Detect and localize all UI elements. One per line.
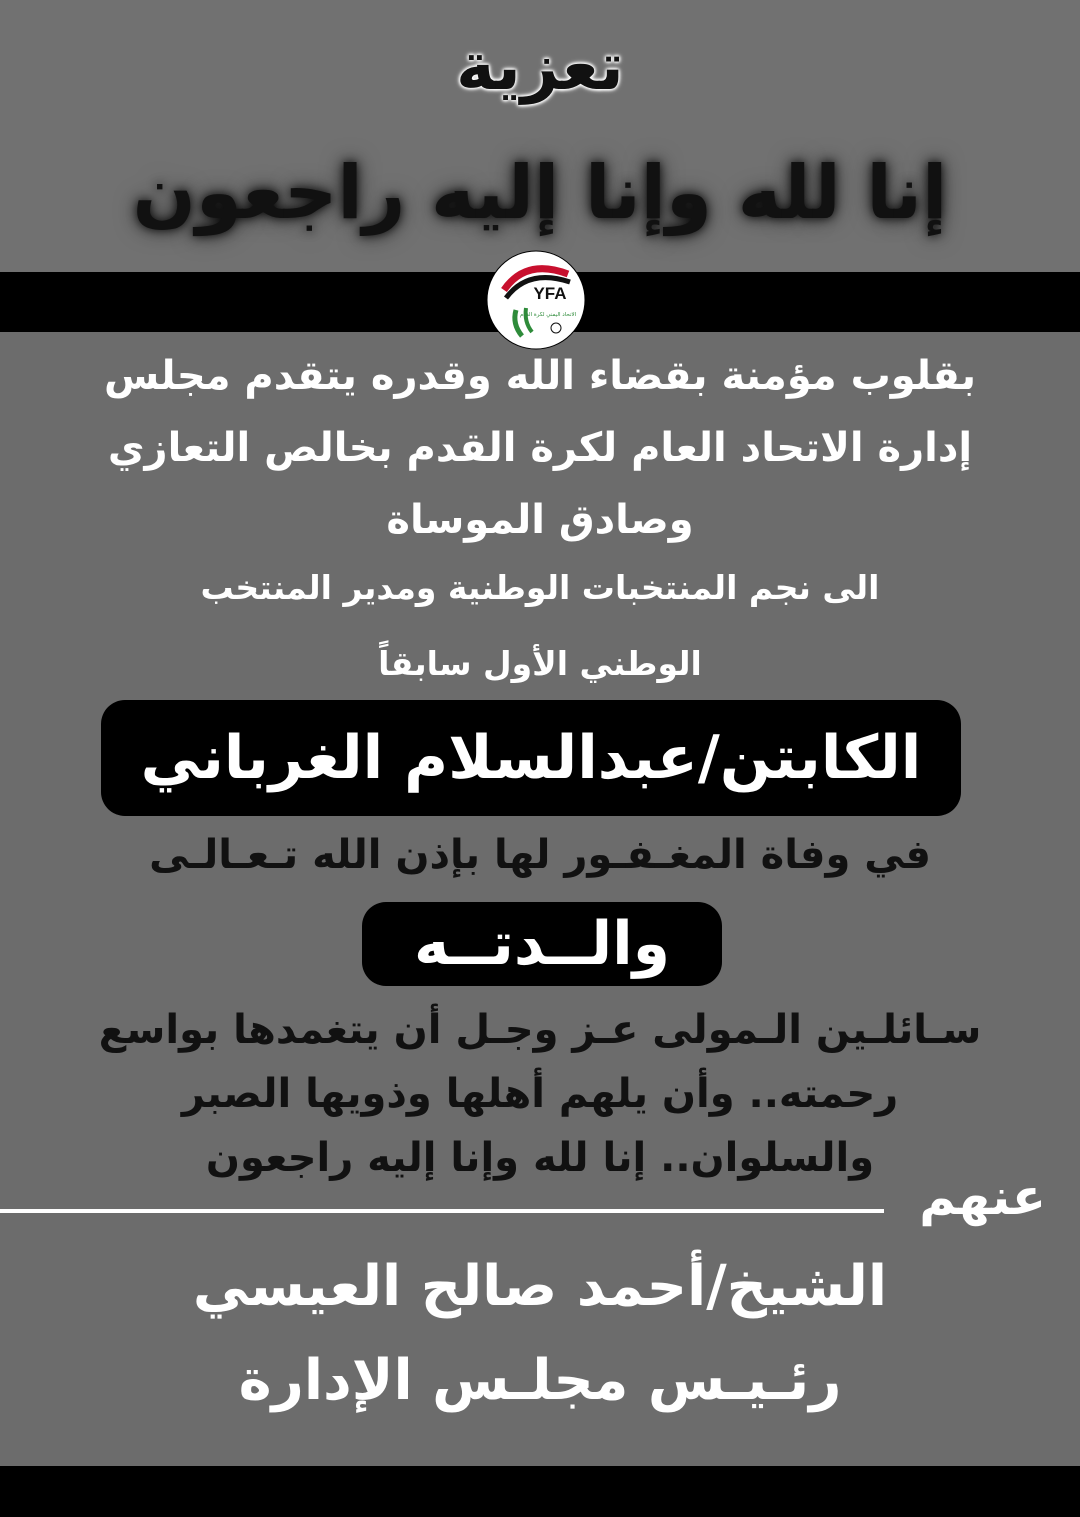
prayer-line-2: رحمته.. وأن يلهم أهلها وذويها الصبر bbox=[181, 1071, 899, 1117]
bottom-black-band bbox=[0, 1466, 1080, 1517]
logo-caption: الاتحاد اليمني لكرة القدم bbox=[519, 312, 577, 318]
logo-acronym: YFA bbox=[533, 284, 567, 303]
intro-line-1: بقلوب مؤمنة بقضاء الله وقدره يتقدم مجلس bbox=[104, 353, 976, 399]
intro-line-3: وصادق الموساة bbox=[386, 497, 694, 543]
prayer-line-3: والسلوان.. إنا لله وإنا إليه راجعون bbox=[205, 1135, 875, 1181]
logo-ball bbox=[551, 323, 561, 333]
signatory-position: رئـيـس مجلـس الإدارة bbox=[238, 1348, 842, 1413]
captain-name-badge: الكابتن/عبدالسلام الغرباني bbox=[101, 700, 961, 816]
prayer-paragraph bbox=[40, 998, 1040, 1190]
relation-badge: والــدتــه bbox=[362, 902, 722, 986]
death-announcement: في وفاة المغـفـور لها بإذن الله تـعـالـى bbox=[149, 832, 931, 878]
prayer-line-1: سـائلـين الـمولى عـز وجـل أن يتغمدها بواسع bbox=[98, 1007, 982, 1053]
recipient-line-1: الى نجم المنتخبات الوطنية ومدير المنتخب bbox=[200, 568, 880, 607]
page-title: تعزية bbox=[456, 28, 624, 105]
on-behalf-label: عنهم bbox=[919, 1168, 1046, 1226]
signature-divider bbox=[0, 1209, 884, 1213]
recipient-line-2: الوطني الأول سابقاً bbox=[378, 644, 702, 683]
yfa-logo bbox=[486, 250, 586, 350]
intro-paragraph bbox=[40, 340, 1040, 556]
quran-verse: إنا لله وإنا إليه راجعون bbox=[132, 150, 948, 236]
signatory-name: الشيخ/أحمد صالح العيسي bbox=[192, 1254, 888, 1319]
intro-line-2: إدارة الاتحاد العام لكرة القدم بخالص التعازي bbox=[107, 425, 973, 471]
recipient-paragraph bbox=[40, 550, 1040, 702]
